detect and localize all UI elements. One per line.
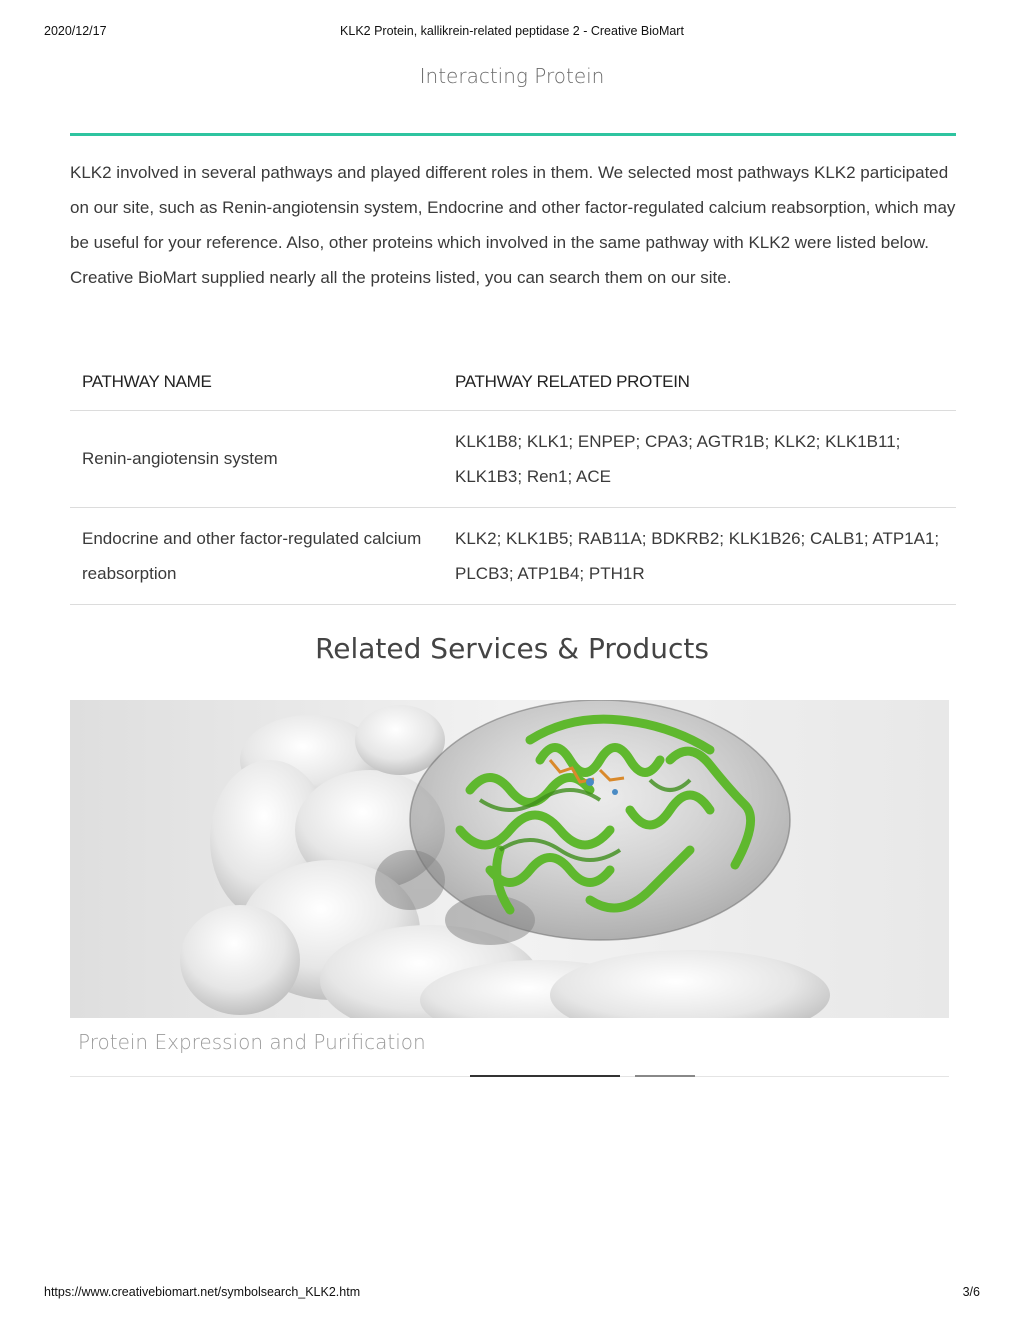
print-date: 2020/12/17 [44,24,107,38]
tab-interacting-protein[interactable]: Interacting Protein [419,64,605,88]
pathway-name-cell: Endocrine and other factor-regulated calcium reabsorption [70,507,443,604]
related-protein-cell: KLK1B8; KLK1; ENPEP; CPA3; AGTR1B; KLK2; KLK1B11; KLK1B3; Ren1; ACE [443,410,956,507]
page-number: 3/6 [962,1285,980,1299]
print-url: https://www.creativebiomart.net/symbolsearch_KLK2.htm [44,1285,361,1299]
product-card-protein-expression[interactable] [70,700,949,1077]
pathway-name-cell: Renin-angiotensin system [70,410,443,507]
column-header-pathway-related-protein: PATHWAY RELATED PROTEIN [443,354,956,410]
intro-paragraph: KLK2 involved in several pathways and played different roles in them. We selected most pathways KLK2 participated on our site, such as Renin-angiotensin system, Endocrine and other factor-regulated calcium reabsorption, which may be useful for your reference. Also, other proteins which involved in the same pathway with KLK2 were listed below. Creative BioMart supplied nearly all the proteins listed, you can search them on our site. [70,163,956,287]
related-protein-cell: KLK2; KLK1B5; RAB11A; BDKRB2; KLK1B26; CALB1; ATP1A1; PLCB3; ATP1B4; PTH1R [443,507,956,604]
protein-structure-illustration [70,700,949,1018]
print-header [44,24,980,40]
pathway-table [70,354,956,605]
product-caption-link[interactable]: Protein Expression and Purification [78,1030,426,1054]
active-tab-underline [70,133,956,136]
protein-structure-image[interactable] [70,700,949,1018]
table-row [70,410,956,507]
table-header-row [70,354,956,410]
print-footer [44,1285,980,1301]
image-fragment-divider [440,1075,710,1078]
table-row [70,507,956,604]
related-services-heading: Related Services & Products [315,632,709,665]
print-page-title: KLK2 Protein, kallikrein-related peptidase 2 - Creative BioMart [340,24,684,38]
column-header-pathway-name: PATHWAY NAME [70,354,443,410]
